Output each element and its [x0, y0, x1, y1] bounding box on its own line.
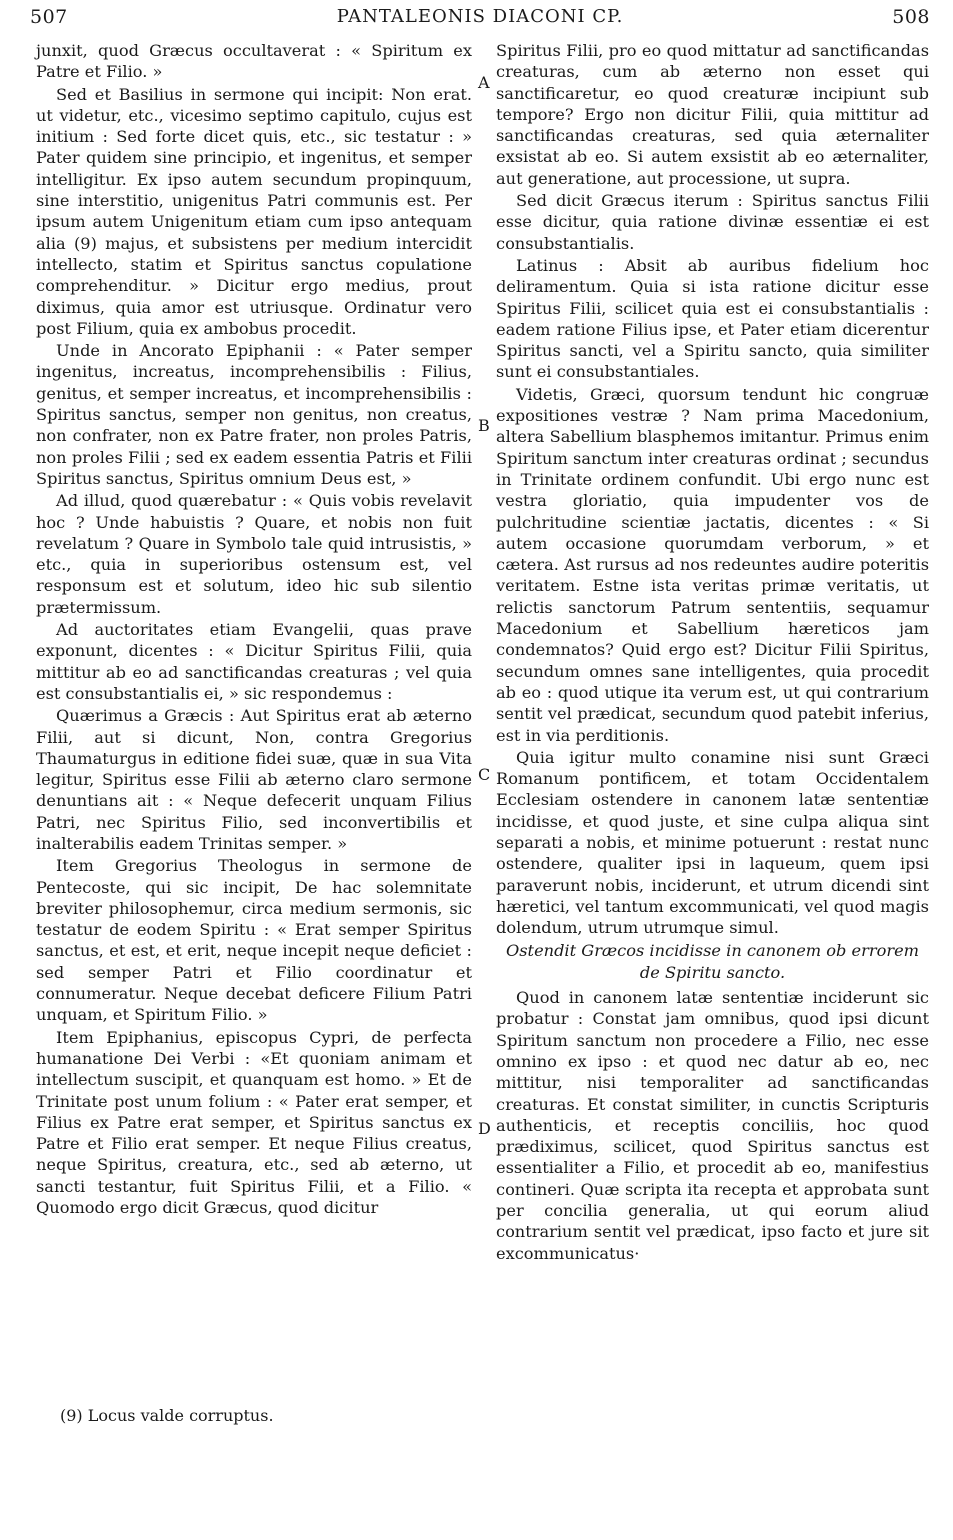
- running-header: [30, 6, 930, 36]
- running-title: PANTALEONIS DIACONI CP.: [336, 6, 624, 27]
- section-heading: Ostendit Græcos incidisse in canonem ob errorem de Spiritu sancto.: [505, 941, 919, 982]
- paragraph: Item Gregorius Theologus in sermone de Pentecoste, qui sic incipit, De hac solemnitate breviter philosophemur, circa medium sermonis, sic testatur de eodem Spiritu : « Erat semper Spiritus sanctus, et est, et erit, neque incepit neque deficiet : sed semper Patri et Filio coordinatur et connumeratur. Neque decebat deficere Filium Patri unquam, et Spiritum Filio. »: [36, 856, 472, 1025]
- page-number-left: 507: [30, 6, 68, 28]
- paragraph: Spiritus Filii, pro eo quod mittatur ad sanctificandas creaturas, cum ab æterno non esset qui sanctificaretur, eo quod creaturæ incipiunt sub tempore? Ergo non dicitur Filii, quia mittitur ad sanctificandas creaturas, sed quia æternaliter exsistat ab eo. Si autem exsistit ab eo æternaliter, aut generatione, aut processione, ut supra.: [496, 41, 929, 188]
- paragraph: Latinus : Absit ab auribus fidelium hoc deliramentum. Quia si ista ratione dicitur esse Spiritus Filii, scilicet quia est ei consubstantialis : eadem ratione Filius ipse, et Pater etiam dicerentur Spiritus sancti, vel a Spiritu sancto, quia similiter sunt ei consubstantiales.: [496, 255, 929, 382]
- paragraph: Item Epiphanius, episcopus Cypri, de perfecta humanatione Dei Verbi : «Et quoniam animam et intellectum suscipit, et quanquam est homo. » Et de Trinitate post unum folium : « Pater erat semper, et Filius ex Patre erat semper, et Spiritus sanctus ex Patre et Filio erat semper. Et neque Filius creatus, neque Spiritus, creatura, etc., sed ab æterno, ut sancti testantur, fuit Spiritus Filii, et a Filio. « Quomodo ergo dicit Græcus, quod dicitur: [36, 1027, 472, 1218]
- margin-marker-c: C: [478, 765, 491, 784]
- paragraph: Sed dicit Græcus iterum : Spiritus sanctus Filii esse dicitur, quia ratione divinæ essentiæ ei est consubstantialis.: [496, 191, 929, 253]
- margin-marker-d: D: [478, 1119, 491, 1138]
- paragraph: Quærimus a Græcis : Aut Spiritus erat ab æterno Filii, aut si dicunt, Non, contra Gregorius Thaumaturgus in editione fidei suæ, quæ in sua Vita legitur, Spiritus esse Filii ab æterno claro sermone denuntians ait : « Neque defecerit unquam Filius Patri, nec Spiritus Filio, sed inconvertibilis et inalterabilis eadem Trinitas semper. »: [36, 706, 472, 853]
- paragraph: Ad auctoritates etiam Evangelii, quas prave exponunt, dicentes : « Dicitur Spiritus Filii, quia mittitur ab eo ad sanctificandas creaturas ; vel quia est consubstantialis ei, » sic respondemus :: [36, 620, 472, 703]
- page-number-right: 508: [892, 6, 930, 28]
- paragraph: Ad illud, quod quærebatur : « Quis vobis revelavit hoc ? Unde habuistis ? Quare, et nobis non fuit revelatum ? Quare in Symbolo tale quid intrusistis, » etc., quia in superioribus ostensum est, vel responsum est et solutum, ideo hic sub silentio prætermissum.: [36, 491, 472, 617]
- footnote: (9) Locus valde corruptus.: [60, 1406, 274, 1425]
- paragraph: Quia igitur multo conamine nisi sunt Græci Romanum pontificem, et totam Occidentalem Ecclesiam ostendere in canonem latæ sententiæ incidisse, et quod juste, et sine culpa aliqua sint separati a nobis, et minime potuerunt : restat nunc ostendere, qualiter ipsi in laqueum, quem ipsi paraverunt nobis, inciderunt, et utrum dicendi sint hæretici, vel tantum excommunicati, vel quod magis dolendum, utrum utrumque simul.: [496, 747, 929, 938]
- left-column: [36, 40, 472, 1219]
- paragraph: Sed et Basilius in sermone qui incipit: Non erat. ut videtur, etc., vicesimo septimo capitulo, cujus est initium : Sed forte dicet quis, etc., sic testatur : » Pater quidem sine principio, et ingenitus, et semper intelligitur. Ex ipso autem secundum propinquum, sine interstitio, unigenitus Patri communis est. Per ipsum autem Unigenitum etiam cum ipso antequam alia (9) majus, et subsistens per medium intercidit intellecto, statim et Spiritus sanctus copulatione comprehenditur. » Dicitur ergo medius, prout diximus, quia amor est utriusque. Ordinatur vero post Filium, quia ex ambobus procedit.: [36, 84, 472, 338]
- paragraph: Videtis, Græci, quorsum tendunt hic congruæ expositiones vestræ ? Nam prima Macedonium, altera Sabellium blasphemos imitantur. Primus enim Spiritum sanctum inter creaturas ordinat ; secundus in Trinitate ordinem confundit. Ubi ergo nunc est vestra gloriatio, quia impudenter vos de pulchritudine scientiæ jactatis, dicentes : « Si autem occasione quorumdam verborum, » et cætera. Ast rursus ad nos redeuntes audire poteritis veritatem. Estne ista veritas primæ veritatis, ut relictis sanctorum Patrum sententiis, sequamur Macedonium et Sabellium hæreticos jam condemnatos? Quid ergo est? Dicitur Filii Spiritus, secundum omnes sane intelligentes, quia procedit ab eo : quod utique ita verum est, ut qui contrarium sentit vel prædicat, secundum quod patebit inferius, est in via perditionis.: [496, 384, 929, 745]
- paragraph: junxit, quod Græcus occultaverat : « Spiritum ex Patre et Filio. »: [36, 41, 472, 82]
- right-column: [496, 40, 929, 1265]
- paragraph: Unde in Ancorato Epiphanii : « Pater semper ingenitus, increatus, incomprehensibilis : Filius, genitus, et semper increatus, et incomprehensibilis : Spiritus sanctus, semper non genitus, non creatus, non confrater, non ex Patre frater, non proles Patris, non proles Filii ; sed ex eadem essentia Patris et Filii Spiritus sanctus, Spiritus omnium Deus est, »: [36, 341, 472, 488]
- margin-marker-a: A: [478, 73, 490, 92]
- margin-marker-b: B: [478, 416, 490, 435]
- paragraph: Quod in canonem latæ sententiæ inciderunt sic probatur : Constat jam omnibus, quod ipsi dicunt Spiritum sanctum non procedere a Filio, nec esse omnino ex ipso : et quod nec datur ab eo, nec mittitur, nisi temporaliter ad sanctificandas creaturas. Et constat similiter, in cunctis Scripturis authenticis, et receptis conciliis, hoc quod prædiximus, scilicet, quod Spiritus sanctus est essentialiter a Filio, et procedit ab eo, manifestius contineri. Quæ scripta ita recepta et approbata sunt per concilia generalia, ut qui eorum aliud contrarium sentit vel prædicat, ipso facto et jure sit excommunicatus·: [496, 988, 929, 1263]
